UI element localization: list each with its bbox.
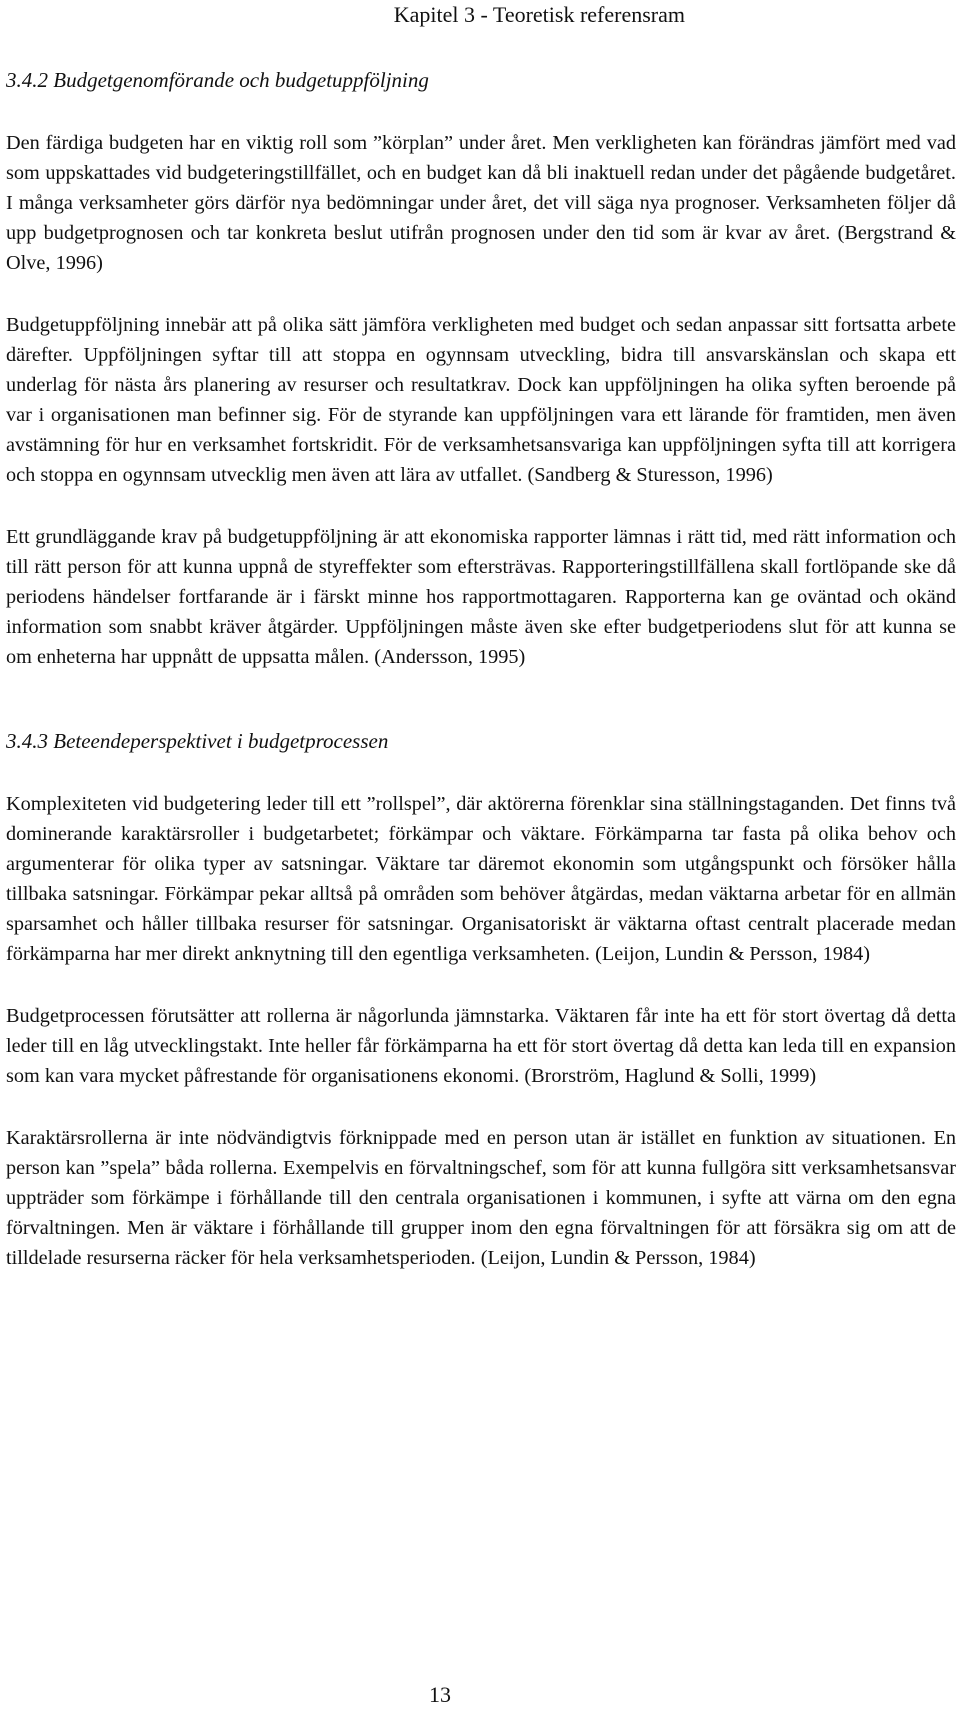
page-number: 13 [429,1682,451,1707]
paragraph-budgetuppfoljning: Budgetuppföljning innebär att på olika sätt jämföra verkligheten med budget och sedan anpassar sitt fortsatta arbete därefter. Uppföljningen syftar till att stoppa en ogynnsam utveckling, bidra till ansvarskänslan och skapa ett underlag för nästa års planering av resurser och resultatkrav. Dock kan uppföljningen ha olika syften beroende på var i organisationen man befinner sig. För de styrande kan uppföljningen vara ett lärande för framtiden, men även avstämning för hur en verksamhet fortskridit. För de verksamhetsansvariga kan uppföljningen syfta till att korrigera och stoppa en ogynnsam utvecklig men även att lära av utfallet. (Sandberg & Sturesson, 1996) [6,314,956,486]
section-heading-3-4-2: 3.4.2 Budgetgenomförande och budgetuppföljning [6,68,429,92]
running-header: Kapitel 3 - Teoretisk referensram [393,2,685,27]
paragraph-rapporter: Ett grundläggande krav på budgetuppföljning är att ekonomiska rapporter lämnas i rätt tid, med rätt information och till rätt person för att kunna uppnå de styreffekter som eftersträvas. Rapporteringstillfällena skall fortlöpande ske då periodens händelser fortfarande är i färskt minne hos rapportmottagaren. Rapporterna kan ge oväntad och okänd information som snabbt kräver åtgärder. Uppföljningen måste även ske efter budgetperiodens slut för att kunna se om enheterna har uppnått de uppsatta målen. (Andersson, 1995) [6,526,956,668]
paragraph-rollspel: Komplexiteten vid budgetering leder till ett ”rollspel”, där aktörerna förenklar sina ställningstaganden. Det finns två dominerande karaktärsroller i budgetarbetet; förkämpar och väktare. Förkämparna tar fasta på olika behov och argumenterar för olika typer av satsningar. Väktare tar däremot ekonomin som utgångspunkt och försöker hålla tillbaka satsningar. Förkämpar pekar alltså på områden som behöver åtgärdas, medan väktarna arbetar för en allmän sparsamhet och håller tillbaka resurser för satsningar. Organisatoriskt är väktarna oftast centralt placerade medan förkämparna har mer direkt anknytning till den egentliga verksamheten. (Leijon, Lundin & Persson, 1984) [6,793,956,965]
paragraph-budget-roll: Den färdiga budgeten har en viktig roll som ”körplan” under året. Men verkligheten kan förändras jämfört med vad som uppskattades vid budgeteringstillfället, och en budget kan då bli inaktuell redan under det pågående budgetåret. I många verksamheter görs därför nya bedömningar under året, det vill säga nya prognoser. Verksamheten följer då upp budgetprognosen och tar konkreta beslut utifrån prognosen under den tid som är kvar av året. (Bergstrand & Olve, 1996) [6,132,956,274]
paragraph-jamnstarka: Budgetprocessen förutsätter att rollerna är någorlunda jämnstarka. Väktaren får inte ha ett för stort övertag då detta leder till en låg utvecklingstakt. Inte heller får förkämparna ha ett för stort övertag då detta kan leda till en expansion som kan vara mycket påfrestande för organisationens ekonomi. (Brorström, Haglund & Solli, 1999) [6,1005,956,1087]
page-body [6,66,956,1273]
paragraph-karaktarsroller: Karaktärsrollerna är inte nödvändigtvis förknippade med en person utan är istället en funktion av situationen. En person kan ”spela” båda rollerna. Exempelvis en förvaltningschef, som för att kunna fullgöra sitt verksamhetsansvar uppträder som förkämpe i förhållande till den centrala organisationen i kommunen, i syfte att värna om den egna förvaltningen. Men är väktare i förhållande till grupper inom den egna förvaltningen för att försäkra sig om att de tilldelade resurserna räcker för hela verksamhetsperioden. (Leijon, Lundin & Persson, 1984) [6,1127,956,1269]
section-heading-3-4-3: 3.4.3 Beteendeperspektivet i budgetprocessen [6,729,389,753]
